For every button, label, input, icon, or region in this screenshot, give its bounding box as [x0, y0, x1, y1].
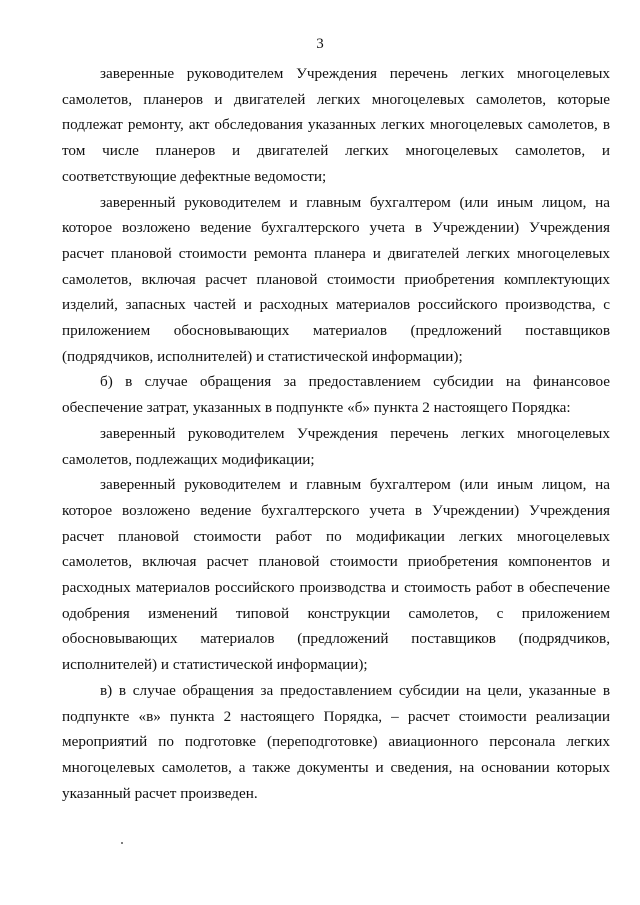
paragraph-subitem-b: б) в случае обращения за предоставлением субсидии на финансовое обеспечение затрат, указанных в подпункте «б» пункта 2 настоящего Порядка:	[62, 373, 610, 417]
page-number: 3	[316, 36, 324, 52]
paragraph-subitem-v: в) в случае обращения за предоставлением субсидии на цели, указанные в подпункте «в» пункта 2 настоящего Порядка, – расчет стоимости реализации мероприятий по подготовке (переподготовке) авиационного персонала легких многоцелевых самолетов, а также документы и сведения, на основании которых указанный расчет произведен.	[62, 681, 610, 802]
paragraph-modification-cost-calculation: заверенный руководителем и главным бухгалтером (или иным лицом, на которое возложено ведение бухгалтерского учета в Учреждении) Учреждения расчет плановой стоимости работ по модификации легких многоцелевых самолетов, включая расчет плановой стоимости приобретения компонентов и расходных материалов российского производства и стоимость работ в обеспечение одобрения изменений типовой конструкции самолетов, с приложением обосновывающих материалов (предложений поставщиков (подрядчиков, исполнителей) и статистической информации);	[62, 476, 610, 674]
document-body	[62, 61, 610, 806]
paragraph-repair-cost-calculation: заверенный руководителем и главным бухгалтером (или иным лицом, на которое возложено ведение бухгалтерского учета в Учреждении) Учреждения расчет плановой стоимости ремонта планера и двигателей легких многоцелевых самолетов, включая расчет плановой стоимости приобретения комплектующих изделий, запасных частей и расходных материалов российского производства, с приложением обосновывающих материалов (предложений поставщиков (подрядчиков, исполнителей) и статистической информации);	[62, 193, 610, 365]
scan-speck	[121, 842, 123, 844]
paragraph-ratified-list: заверенные руководителем Учреждения перечень легких многоцелевых самолетов, планеров и двигателей легких многоцелевых самолетов, которые подлежат ремонту, акт обследования указанных легких многоцелевых самолетов, в том числе планеров и двигателей легких многоцелевых самолетов, и соответствующие дефектные ведомости;	[62, 65, 610, 185]
paragraph-modification-list: заверенный руководителем Учреждения перечень легких многоцелевых самолетов, подлежащих модификации;	[62, 424, 610, 468]
